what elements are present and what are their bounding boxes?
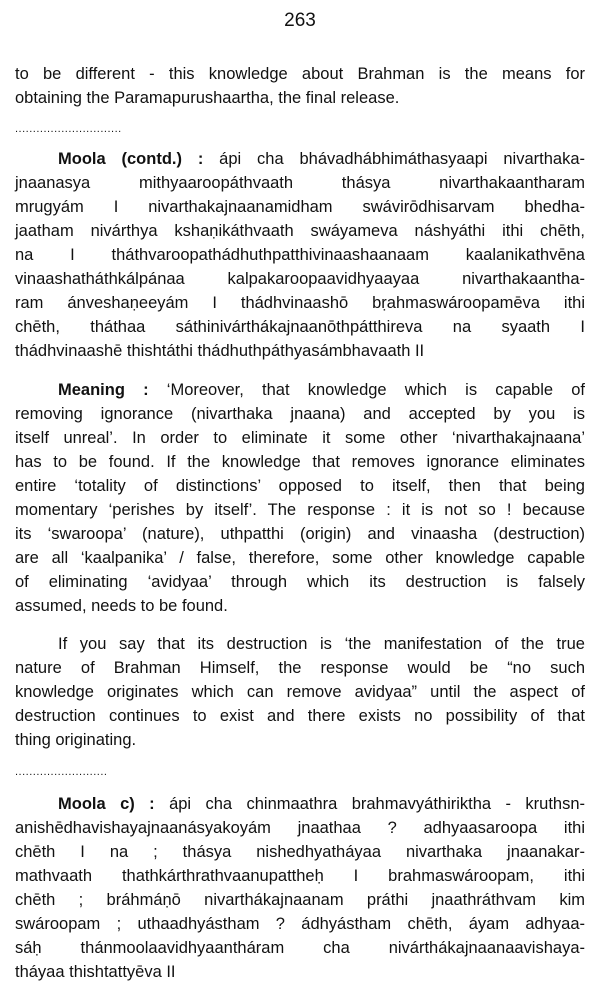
intro-line: obtaining the Paramapurushaartha, the final release.	[15, 89, 400, 107]
meaning-first-line	[58, 379, 585, 401]
moola-c-line: tháyaa thishtattyēva II	[15, 963, 176, 981]
paragraph-line: nature of Brahman Himself, the response would be “no such	[15, 659, 585, 677]
moola-c-line: chēth I na ; thásya nishedhyatháyaa nivarthaka jnaanakar-	[15, 843, 585, 861]
moola-c-line: sáḥ thánmoolaavidhyaantháram cha nivárthákajnaanaavishaya-	[15, 939, 585, 957]
meaning-label: Meaning :	[58, 381, 149, 399]
moola-contd-line: vinaashatháthkálpánaa kalpakaroopaavidhyaayaa nivarthakaantha-	[15, 270, 585, 288]
meaning-line: has to be found. If the knowledge that removes ignorance eliminates	[15, 453, 585, 471]
meaning-text: ‘Moreover, that knowledge which is capable of	[148, 381, 585, 399]
moola-contd-line: thádhvinaashē thishtáthi thádhuthpáthyasámbhavaath II	[15, 342, 425, 360]
meaning-line: removing ignorance (nivarthaka jnaana) and accepted by you is	[15, 405, 585, 423]
meaning-line: of eliminating ‘avidyaa’ through which its destruction is falsely	[15, 573, 585, 591]
moola-contd-line: jaatham nivárthya kshaṇikáthvaath swáyameva náshyáthi ithi chēth,	[15, 222, 585, 240]
meaning-line: itself unreal’. In order to eliminate it some other ‘nivarthakajnaana’	[15, 429, 585, 447]
moola-contd-label: Moola (contd.) :	[58, 150, 204, 168]
moola-contd-first-line	[58, 148, 585, 170]
paragraph-line: destruction continues to exist and there exists no possibility of that	[15, 707, 585, 725]
moola-c-line: swároopam ; uthaadhyástham ? ádhyástham chēth, áyam adhyaa-	[15, 915, 585, 933]
moola-c-line: chēth ; bráhmáṇō nivarthákajnaanam práthi jnaathráthvam kim	[15, 891, 585, 909]
section-separator: ..............................	[15, 123, 122, 135]
paragraph-line: If you say that its destruction is ‘the manifestation of the true	[58, 635, 585, 653]
paragraph-line: knowledge originates which can remove avidyaa” until the aspect of	[15, 683, 585, 701]
section-separator: ..........................	[15, 766, 108, 778]
meaning-line: momentary ‘perishes by itself’. The response : it is not so ! because	[15, 501, 585, 519]
meaning-line: entire ‘totality of distinctions’ opposed to itself, then that being	[15, 477, 585, 495]
meaning-line: its ‘swaroopa’ (nature), uthpatthi (origin) and vinaasha (destruction)	[15, 525, 585, 543]
paragraph-line: thing originating.	[15, 731, 137, 749]
meaning-line: are all ‘kaalpanika’ / false, therefore, some other knowledge capable	[15, 549, 585, 567]
moola-contd-line: chēth, tháthaa sáthinivárthákajnaanōthpátthireva na syaath I	[15, 318, 585, 336]
meaning-line: assumed, needs to be found.	[15, 597, 228, 615]
moola-contd-line: ram ánveshaṇeeyám I thádhvinaashō bṛahmaswároopamēva ithi	[15, 294, 585, 312]
intro-line: to be different - this knowledge about Brahman is the means for	[15, 65, 585, 83]
moola-contd-text: ápi cha bhávadhábhimáthasyaapi nivarthaka-	[203, 150, 585, 168]
moola-contd-line: mrugyám I nivarthakajnaanamidham swávirōdhisarvam bhedha-	[15, 198, 585, 216]
moola-contd-line: na I tháthvaroopathádhuthpatthivinaashaanaam kaalanikathvēna	[15, 246, 585, 264]
moola-c-line: mathvaath thathkárthrathvaanupattheḥ I brahmaswároopam, ithi	[15, 867, 585, 885]
moola-c-label: Moola c) :	[58, 795, 155, 813]
moola-c-text: ápi cha chinmaathra brahmavyáthiriktha - kruthsn-	[154, 795, 586, 813]
moola-contd-line: jnaanasya mithyaaroopáthvaath thásya nivarthakaantharam	[15, 174, 585, 192]
moola-c-first-line	[58, 793, 585, 815]
moola-c-line: anishēdhavishayajnaanásyakoyám jnaathaa ? adhyaasaroopa ithi	[15, 819, 585, 837]
page-number: 263	[284, 10, 316, 31]
